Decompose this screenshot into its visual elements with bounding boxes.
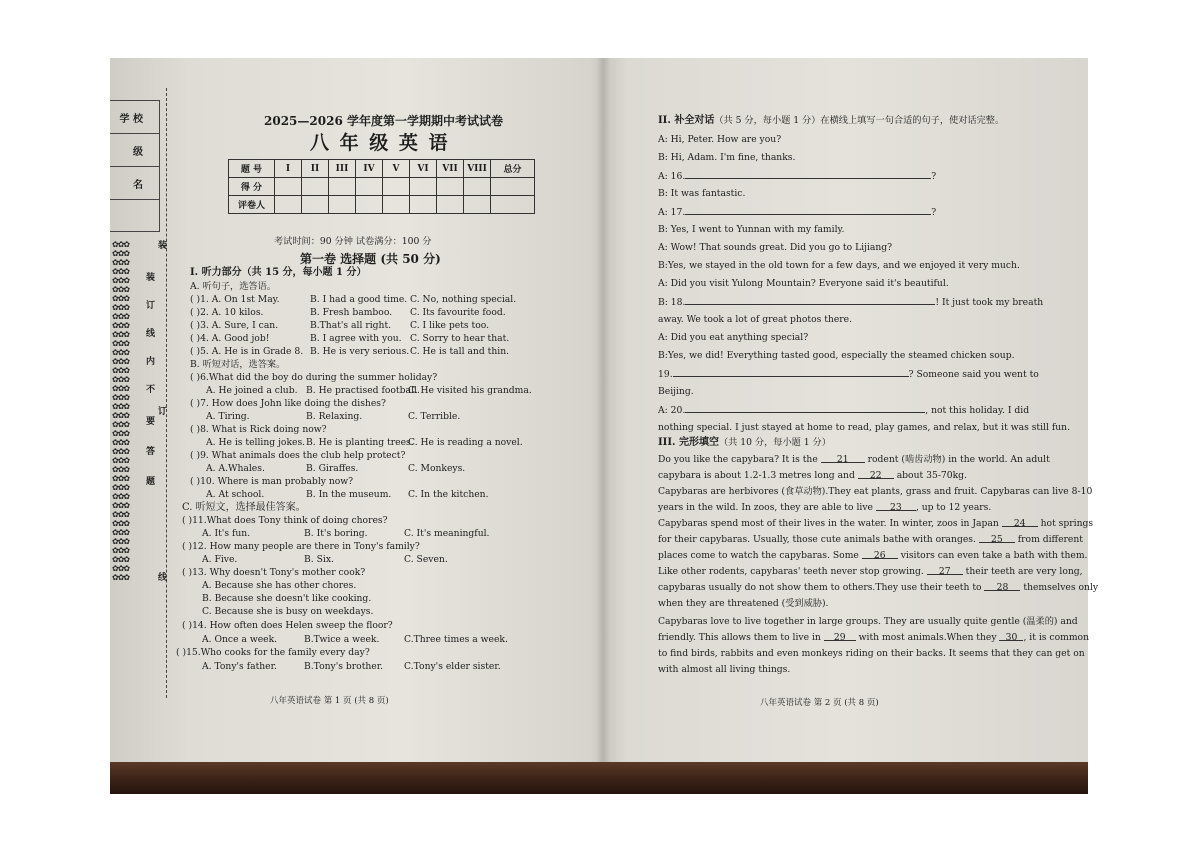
section3-title: III. 完形填空	[658, 437, 719, 448]
cloze-blank-30[interactable]: 30	[999, 631, 1023, 641]
grader-row-label: 评卷人	[229, 196, 275, 214]
section1-partC: C. 听短文，选择最佳答案。	[182, 502, 306, 513]
cloze-text: places come to watch the capybaras. Some	[658, 550, 859, 561]
dialogue-line: B:Yes, we did! Everything tasted good, especially the steamed chicken soup.	[658, 350, 1015, 361]
cloze-line	[658, 501, 991, 514]
question-2: ( )2. A. 10 kilos.	[190, 307, 264, 318]
score-cell[interactable]	[356, 178, 383, 196]
option-9a: A. A.Whales.	[206, 463, 265, 474]
option-11c: C. It's meaningful.	[404, 528, 490, 539]
option-6a: A. He joined a club.	[206, 385, 298, 396]
score-col: VII	[437, 160, 464, 178]
option-14b: B.Twice a week.	[304, 634, 380, 645]
score-cell[interactable]	[464, 178, 491, 196]
score-col: V	[383, 160, 410, 178]
score-col: IV	[356, 160, 383, 178]
option-12c: C. Seven.	[404, 554, 448, 565]
dialogue-line: A: Did you eat anything special?	[658, 332, 809, 343]
answer-blank-20[interactable]	[685, 403, 925, 413]
question-7: ( )7. How does John like doing the dishes?	[190, 398, 386, 409]
cloze-text: capybaras usually do not show them to others.They use their teeth to	[658, 582, 982, 593]
binding-char: 订	[146, 301, 156, 311]
score-table-header-row	[229, 160, 535, 178]
answer-blank-19[interactable]	[673, 367, 909, 377]
question-9: ( )9. What animals does the club help protect?	[190, 450, 406, 461]
score-col: VIII	[464, 160, 491, 178]
option-11a: A. It's fun.	[202, 528, 251, 539]
cloze-text: , it is common	[1023, 632, 1089, 643]
page2-footer: 八年英语试卷 第 2 页 (共 8 页)	[760, 698, 879, 708]
question-4: ( )4. A. Good job!	[190, 333, 270, 344]
binding-char: 装	[146, 273, 156, 283]
cloze-line	[658, 533, 1083, 546]
option-2b: B. Fresh bamboo.	[310, 307, 393, 318]
option-13b: B. Because she doesn't like cooking.	[202, 593, 372, 604]
cloze-line: Capybaras love to live together in large groups. They are usually quite gentle (温柔的) and	[658, 616, 1078, 627]
cloze-line: when they are threatened (受到威胁).	[658, 598, 829, 609]
binding-char: 不	[146, 385, 156, 395]
grader-cell[interactable]	[302, 196, 329, 214]
binding-char: 线	[158, 573, 168, 583]
option-6b: B. He practised football.	[306, 385, 420, 396]
dialogue-text: ? Someone said you went to	[908, 369, 1039, 380]
cloze-line	[658, 469, 967, 482]
option-2c: C. Its favourite food.	[410, 307, 506, 318]
name-label: 名	[133, 180, 143, 191]
blank-number: A: 16.	[658, 171, 686, 182]
score-cell[interactable]	[302, 178, 329, 196]
option-11b: B. It's boring.	[304, 528, 368, 539]
dialogue-line: Beijing.	[658, 386, 694, 397]
option-5b: B. He is very serious.	[310, 346, 410, 357]
option-15b: B.Tony's brother.	[304, 661, 384, 672]
question-6: ( )6.What did the boy do during the summer holiday?	[190, 372, 438, 383]
cloze-line	[658, 549, 1087, 562]
cloze-blank-21[interactable]: 21	[821, 453, 865, 463]
binding-char: 答	[146, 447, 156, 457]
question-12: ( )12. How many people are there in Tony's family?	[182, 541, 420, 552]
question-13: ( )13. Why doesn't Tony's mother cook?	[182, 567, 366, 578]
question-8: ( )8. What is Rick doing now?	[190, 424, 327, 435]
question-11: ( )11.What does Tony think of doing chores?	[182, 515, 388, 526]
volume-title: 第一卷 选择题 (共 50 分)	[300, 252, 441, 266]
score-cell[interactable]	[329, 178, 356, 196]
dialogue-text: ! It just took my breath	[935, 297, 1044, 308]
option-13a: A. Because she has other chores.	[202, 580, 357, 591]
grader-cell[interactable]	[383, 196, 410, 214]
cloze-line	[658, 581, 1098, 594]
section3-heading	[658, 436, 831, 449]
score-col: III	[329, 160, 356, 178]
answer-blank-18[interactable]	[685, 295, 935, 305]
binding-char: 要	[146, 417, 156, 427]
score-row	[229, 178, 535, 196]
student-info-box	[110, 100, 160, 232]
score-cell[interactable]	[275, 178, 302, 196]
question-14: ( )14. How often does Helen sweep the floor?	[182, 620, 393, 631]
option-7a: A. Tiring.	[206, 411, 250, 422]
dialogue-line: A: Wow! That sounds great. Did you go to Lijiang?	[658, 242, 893, 253]
page1-footer: 八年英语试卷 第 1 页 (共 8 页)	[270, 696, 389, 706]
question-mark: ?	[931, 171, 937, 182]
option-15c: C.Tony's elder sister.	[404, 661, 501, 672]
option-9c: C. Monkeys.	[408, 463, 466, 474]
section3-note: （共 10 分，每小题 1 分）	[719, 437, 831, 448]
section1-partB: B. 听短对话，选答案。	[190, 359, 286, 370]
option-6c: C. He visited his grandma.	[408, 385, 532, 396]
option-1b: B. I had a good time.	[310, 294, 408, 305]
dialogue-line-18	[658, 295, 1043, 309]
score-table	[228, 159, 535, 214]
cloze-text: capybara is about 1.2-1.3 metres long and	[658, 470, 855, 481]
cloze-blank-24[interactable]: 24	[1002, 517, 1038, 527]
blank-number: A: 17.	[658, 207, 686, 218]
section1-title: I. 听力部分（共 15 分，每小题 1 分）	[190, 267, 367, 278]
exam-photo	[110, 58, 1099, 794]
section2-note: （共 5 分，每小题 1 分）在横线上填写一句合适的句子，使对话完整。	[714, 115, 1005, 126]
cloze-text: themselves only	[1023, 582, 1099, 593]
dialogue-line-17	[658, 205, 936, 219]
option-3c: C. I like pets too.	[410, 320, 490, 331]
binding-char: 线	[146, 329, 156, 339]
section2-title: II. 补全对话	[658, 115, 715, 126]
grader-cell[interactable]	[329, 196, 356, 214]
blank-number: A: 20.	[658, 405, 686, 416]
dialogue-line-19	[658, 367, 1039, 381]
score-cell[interactable]	[410, 178, 437, 196]
year-title: 2025—2026 学年度第一学期期中考试试卷	[264, 114, 503, 128]
cloze-line: to find birds, rabbits and even monkeys riding on their backs. It seems that they can get on	[658, 648, 1085, 659]
cloze-blank-23[interactable]: 23	[876, 501, 916, 511]
section1-partA: A. 听句子，选答语。	[190, 281, 276, 292]
dialogue-line: A: Hi, Peter. How are you?	[658, 134, 782, 145]
binding-char: 内	[146, 357, 156, 367]
option-10c: C. In the kitchen.	[408, 489, 489, 500]
blank-number: B: 18.	[658, 297, 686, 308]
grader-row	[229, 196, 535, 214]
cloze-text: years in the wild. In zoos, they are able to live	[658, 502, 873, 513]
option-15a: A. Tony's father.	[202, 661, 277, 672]
cloze-text: visitors can even take a bath with them.	[900, 550, 1088, 561]
dialogue-line: B:Yes, we stayed in the old town for a few days, and we enjoyed it very much.	[658, 260, 1020, 271]
binding-char: 装	[158, 241, 168, 251]
option-4c: C. Sorry to hear that.	[410, 333, 510, 344]
cloze-blank-29[interactable]: 29	[824, 631, 856, 641]
score-row-label: 得 分	[229, 178, 275, 196]
cloze-line: with almost all living things.	[658, 664, 791, 675]
grader-cell[interactable]	[410, 196, 437, 214]
option-7b: B. Relaxing.	[306, 411, 363, 422]
cloze-text: with most animals.When they	[858, 632, 997, 643]
dialogue-line: nothing special. I just stayed at home to read, play games, and relax, but it was still fun.	[658, 422, 1070, 433]
grader-cell[interactable]	[356, 196, 383, 214]
cloze-blank-28[interactable]: 28	[984, 581, 1020, 591]
wooden-table	[110, 762, 1088, 794]
binding-char: 题	[146, 477, 156, 487]
cloze-text: friendly. This allows them to live in	[658, 632, 821, 643]
page-fold-shadow	[596, 58, 610, 762]
option-14c: C.Three times a week.	[404, 634, 508, 645]
question-3: ( )3. A. Sure, I can.	[190, 320, 279, 331]
option-10a: A. At school.	[206, 489, 265, 500]
cloze-line	[658, 453, 1050, 466]
option-8b: B. He is planting trees.	[306, 437, 414, 448]
score-col: I	[275, 160, 302, 178]
option-1c: C. No, nothing special.	[410, 294, 517, 305]
exam-info: 考试时间：90 分钟 试卷满分：100 分	[274, 236, 432, 247]
question-5: ( )5. A. He is in Grade 8.	[190, 346, 304, 357]
cloze-text: their teeth are very long,	[965, 566, 1083, 577]
option-10b: B. In the museum.	[306, 489, 392, 500]
dialogue-line: B: It was fantastic.	[658, 188, 746, 199]
dialogue-text: , not this holiday. I did	[925, 405, 1030, 416]
option-14a: A. Once a week.	[202, 634, 278, 645]
option-12b: B. Six.	[304, 554, 334, 565]
question-15: ( )15.Who cooks for the family every day?	[176, 647, 370, 658]
blank-number: 19.	[658, 369, 673, 380]
binding-dashed-line	[166, 88, 167, 698]
cloze-text: , up to 12 years.	[915, 502, 992, 513]
cloze-line: Capybaras are herbivores (食草动物).They eat plants, grass and fruit. Capybaras can live 8-10	[658, 486, 1093, 497]
grader-cell[interactable]	[437, 196, 464, 214]
option-7c: C. Terrible.	[408, 411, 461, 422]
question-10: ( )10. Where is man probably now?	[190, 476, 354, 487]
cloze-text: hot springs	[1040, 518, 1094, 529]
school-label: 学 校	[119, 114, 143, 125]
answer-blank-17[interactable]	[685, 205, 931, 215]
option-9b: B. Giraffes.	[306, 463, 359, 474]
question-mark: ?	[931, 207, 937, 218]
star-decoration: ✿✿✿ ✿✿✿ ✿✿✿ ✿✿✿ ✿✿✿ ✿✿✿ ✿✿✿ ✿✿✿ ✿✿✿ ✿✿✿ ✿✿✿ ✿✿✿ ✿✿✿ ✿✿✿ ✿✿✿ ✿✿✿ ✿✿✿ ✿✿✿ ✿✿✿ ✿✿✿ ✿✿✿ ✿✿✿ ✿✿✿ ✿✿✿ ✿✿✿ ✿✿✿ ✿✿✿ ✿✿✿ ✿✿✿ ✿✿✿ ✿✿✿ ✿✿✿ ✿✿✿ ✿✿✿ ✿✿✿ ✿✿✿ ✿✿✿ ✿✿✿	[112, 240, 130, 582]
grader-cell[interactable]	[491, 196, 535, 214]
dialogue-line: B: Yes, I went to Yunnan with my family.	[658, 224, 845, 235]
option-5c: C. He is tall and thin.	[410, 346, 510, 357]
cloze-text: for their capybaras. Usually, those cute animals bathe with oranges.	[658, 534, 976, 545]
section2-heading	[658, 114, 1004, 127]
score-col: 题 号	[229, 160, 275, 178]
subject-title: 八 年 级 英 语	[310, 132, 450, 154]
class-label: 级	[133, 147, 143, 158]
option-13c: C. Because she is busy on weekdays.	[202, 606, 374, 617]
cloze-blank-27[interactable]: 27	[927, 565, 963, 575]
score-col: II	[302, 160, 329, 178]
score-cell[interactable]	[437, 178, 464, 196]
cloze-line	[658, 517, 1093, 530]
dialogue-line: away. We took a lot of great photos there.	[658, 314, 853, 325]
cloze-text: about 35-70kg.	[896, 470, 967, 481]
option-8a: A. He is telling jokes.	[206, 437, 306, 448]
cloze-text: Like other rodents, capybaras' teeth never stop growing.	[658, 566, 924, 577]
cloze-blank-25[interactable]: 25	[979, 533, 1015, 543]
option-3b: B.That's all right.	[310, 320, 392, 331]
binding-char: 订	[158, 407, 168, 417]
score-col: 总分	[491, 160, 535, 178]
score-cell[interactable]	[491, 178, 535, 196]
cloze-blank-22[interactable]: 22	[858, 469, 894, 479]
option-4b: B. I agree with you.	[310, 333, 402, 344]
question-1: ( )1. A. On 1st May.	[190, 294, 280, 305]
dialogue-line: A: Did you visit Yulong Mountain? Everyone said it's beautiful.	[658, 278, 949, 289]
dialogue-line: B: Hi, Adam. I'm fine, thanks.	[658, 152, 796, 163]
grader-cell[interactable]	[275, 196, 302, 214]
cloze-blank-26[interactable]: 26	[862, 549, 898, 559]
cloze-line	[658, 565, 1083, 578]
option-12a: A. Five.	[202, 554, 238, 565]
dialogue-line-16	[658, 169, 936, 183]
option-8c: C. He is reading a novel.	[408, 437, 523, 448]
cloze-text: Do you like the capybara? It is the	[658, 454, 818, 465]
score-col: VI	[410, 160, 437, 178]
answer-blank-16[interactable]	[685, 169, 931, 179]
cloze-line	[658, 631, 1089, 644]
grader-cell[interactable]	[464, 196, 491, 214]
score-cell[interactable]	[383, 178, 410, 196]
cloze-text: rodent (啮齿动物) in the world. An adult	[867, 454, 1050, 465]
dialogue-line-20	[658, 403, 1029, 417]
cloze-text: Capybaras spend most of their lives in the water. In winter, zoos in Japan	[658, 518, 999, 529]
cloze-text: from different	[1017, 534, 1083, 545]
